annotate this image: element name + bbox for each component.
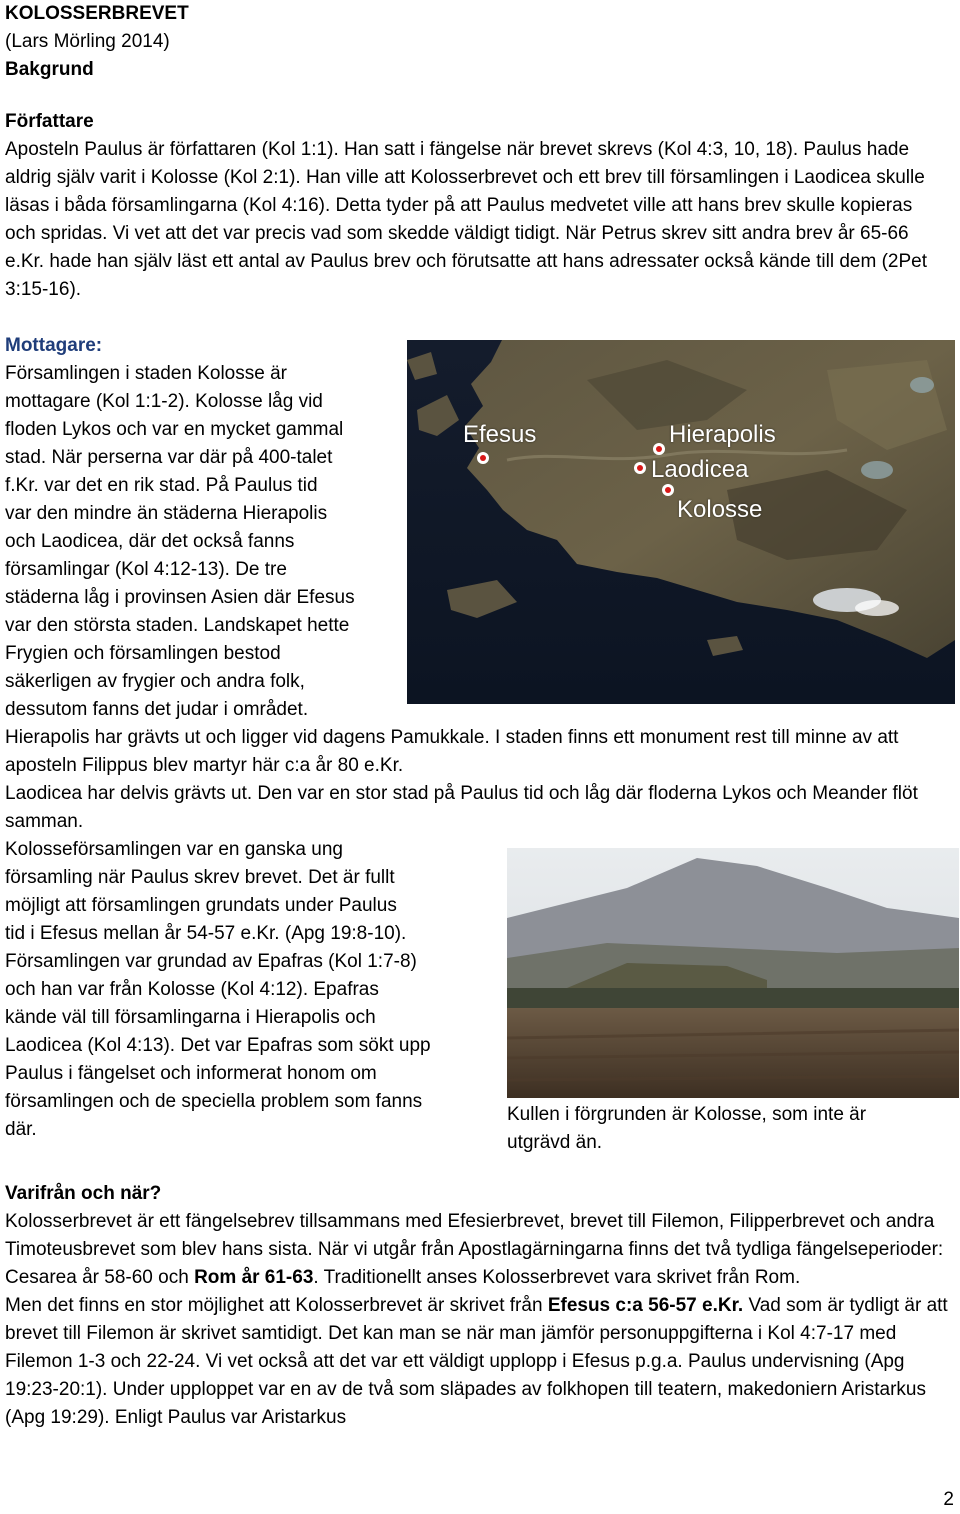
mottagare-line: städerna låg i provinsen Asien där Efesus xyxy=(5,587,355,608)
text-span: . Traditionellt anses Kolosserbrevet vara skrivet från Rom. xyxy=(313,1267,801,1288)
text-span: Vad som är tydligt är att brevet till Filemon är skrivet samtidigt. Det kan man se när man jämför personuppgifterna i Kol 4:7-17 med Filemon 1-3 och 22-24. Vi vet också att det var ett väldigt upplopp i Efesus p.g.a. Paulus undervisning (Apg 19:23-20:1). Under upploppet var en av de två som släpades av folkhopen till teatern, makedoniern Aristarkus (Apg 19:29). Enligt Paulus var Aristarkus xyxy=(5,1295,948,1428)
kolosse-line: och han var från Kolosse (Kol 4:12). Epafras xyxy=(5,979,379,1000)
paragraph-varifran-2 xyxy=(5,1292,950,1432)
map-label-kolosse: Kolosse xyxy=(677,496,763,523)
document-title: KOLOSSERBREVET xyxy=(5,3,189,24)
heading-mottagare: Mottagare: xyxy=(5,335,103,356)
mottagare-line: floden Lykos och var en mycket gammal xyxy=(5,419,344,440)
mottagare-line: var den största staden. Landskapet hette xyxy=(5,615,350,636)
kolosse-marker-icon xyxy=(662,484,674,496)
heading-varifran: Varifrån och när? xyxy=(5,1183,162,1204)
document-header xyxy=(5,0,950,84)
mottagare-line: Församlingen i staden Kolosse är xyxy=(5,363,287,384)
kolosse-line: möjligt att församlingen grundats under Paulus xyxy=(5,895,397,916)
bold-text-span: Efesus c:a 56-57 e.Kr. xyxy=(547,1295,744,1316)
mottagare-line: var den mindre än städerna Hierapolis xyxy=(5,503,328,524)
paragraph-laodicea: Laodicea har delvis grävts ut. Den var en stor stad på Paulus tid och låg där floderna Lykos och Meander flöt samman. xyxy=(5,783,918,832)
kolosse-line: Kolosseförsamlingen var en ganska ung xyxy=(5,839,343,860)
kolosse-line: tid i Efesus mellan år 54-57 e.Kr. (Apg 19:8-10). xyxy=(5,923,407,944)
map-label-laodicea: Laodicea xyxy=(651,456,749,483)
kolosse-line: församling när Paulus skrev brevet. Det är fullt xyxy=(5,867,395,888)
mottagare-line: stad. När perserna var där på 400-talet xyxy=(5,447,333,468)
paragraph-varifran-1 xyxy=(5,1208,950,1292)
laodicea-marker-icon xyxy=(634,462,646,474)
photo-caption-line: Kullen i förgrunden är Kolosse, som inte är xyxy=(507,1104,867,1125)
photo-figure xyxy=(507,848,959,1098)
kolosse-line: Laodicea (Kol 4:13). Det var Epafras som sökt upp xyxy=(5,1035,431,1056)
bold-text-span: Rom år 61-63 xyxy=(194,1267,314,1288)
page-number: 2 xyxy=(943,1489,954,1510)
map-label-hierapolis: Hierapolis xyxy=(669,421,776,448)
map-label-efesus: Efesus xyxy=(463,421,537,448)
mottagare-line: mottagare (Kol 1:1-2). Kolosse låg vid xyxy=(5,391,323,412)
map-figure xyxy=(407,340,955,704)
section-varifran xyxy=(5,1180,950,1432)
kolosse-line: där. xyxy=(5,1119,37,1140)
text-span: Men det finns en stor möjlighet att Kolosserbrevet är skrivet från xyxy=(5,1295,548,1316)
mottagare-line: och Laodicea, där det också fanns xyxy=(5,531,295,552)
kolosse-line: Församlingen var grundad av Epafras (Kol 1:7-8) xyxy=(5,951,417,972)
document-author: (Lars Mörling 2014) xyxy=(5,31,170,52)
efesus-marker-icon xyxy=(477,452,489,464)
mottagare-line: Frygien och församlingen bestod xyxy=(5,643,281,664)
section-heading-bakgrund: Bakgrund xyxy=(5,59,94,80)
hierapolis-marker-icon xyxy=(653,443,665,455)
mottagare-line: dessutom fanns det judar i området. xyxy=(5,699,309,720)
mottagare-line: församlingar (Kol 4:12-13). De tre xyxy=(5,559,287,580)
kolosse-line: Paulus i fängelset och informerat honom om xyxy=(5,1063,377,1084)
mottagare-line: säkerligen av frygier och andra folk, xyxy=(5,671,305,692)
text-span: Kolosserbrevet är ett fängelsebrev tillsammans med Efesierbrevet, brevet till Filemon, Filipperbrevet och andra Timoteusbrevet som blev hans sista. När vi utgår från Apostlagärningarna finns det två tydliga fängelseperioder: Cesarea år 58-60 och xyxy=(5,1211,944,1288)
section-forfattare xyxy=(5,108,950,304)
photo-caption-line: utgrävd än. xyxy=(507,1132,603,1153)
kolosse-line: församlingen och de speciella problem som fanns xyxy=(5,1091,423,1112)
kolosse-line: kände väl till församlingarna i Hierapolis och xyxy=(5,1007,376,1028)
paragraph-hierapolis: Hierapolis har grävts ut och ligger vid dagens Pamukkale. I staden finns ett monument rest till minne av att aposteln Filippus blev martyr här c:a år 80 e.Kr. xyxy=(5,727,899,776)
mottagare-line: f.Kr. var det en rik stad. På Paulus tid xyxy=(5,475,318,496)
paragraph-forfattare: Aposteln Paulus är författaren (Kol 1:1). Han satt i fängelse när brevet skrevs (Kol 4:3, 10, 18). Paulus hade aldrig själv varit i Kolosse (Kol 2:1). Han ville att Kolosserbrevet och ett brev till församlingen i Laodicea skulle läsas i båda församlingarna (Kol 4:16). Detta tyder på att Paulus medvetet ville att hans brev skulle kopieras och spridas. Vi vet att det var precis vad som skedde väldigt tidigt. När Petrus skrev sitt andra brev år 65-66 e.Kr. hade han själv läst ett antal av Paulus brev och förutsatte att hans adressater också kände till dem (2Pet 3:15-16). xyxy=(5,139,928,300)
photo-caption xyxy=(507,1101,957,1157)
heading-forfattare: Författare xyxy=(5,111,94,132)
kolosse-landscape-photo xyxy=(507,848,959,1098)
